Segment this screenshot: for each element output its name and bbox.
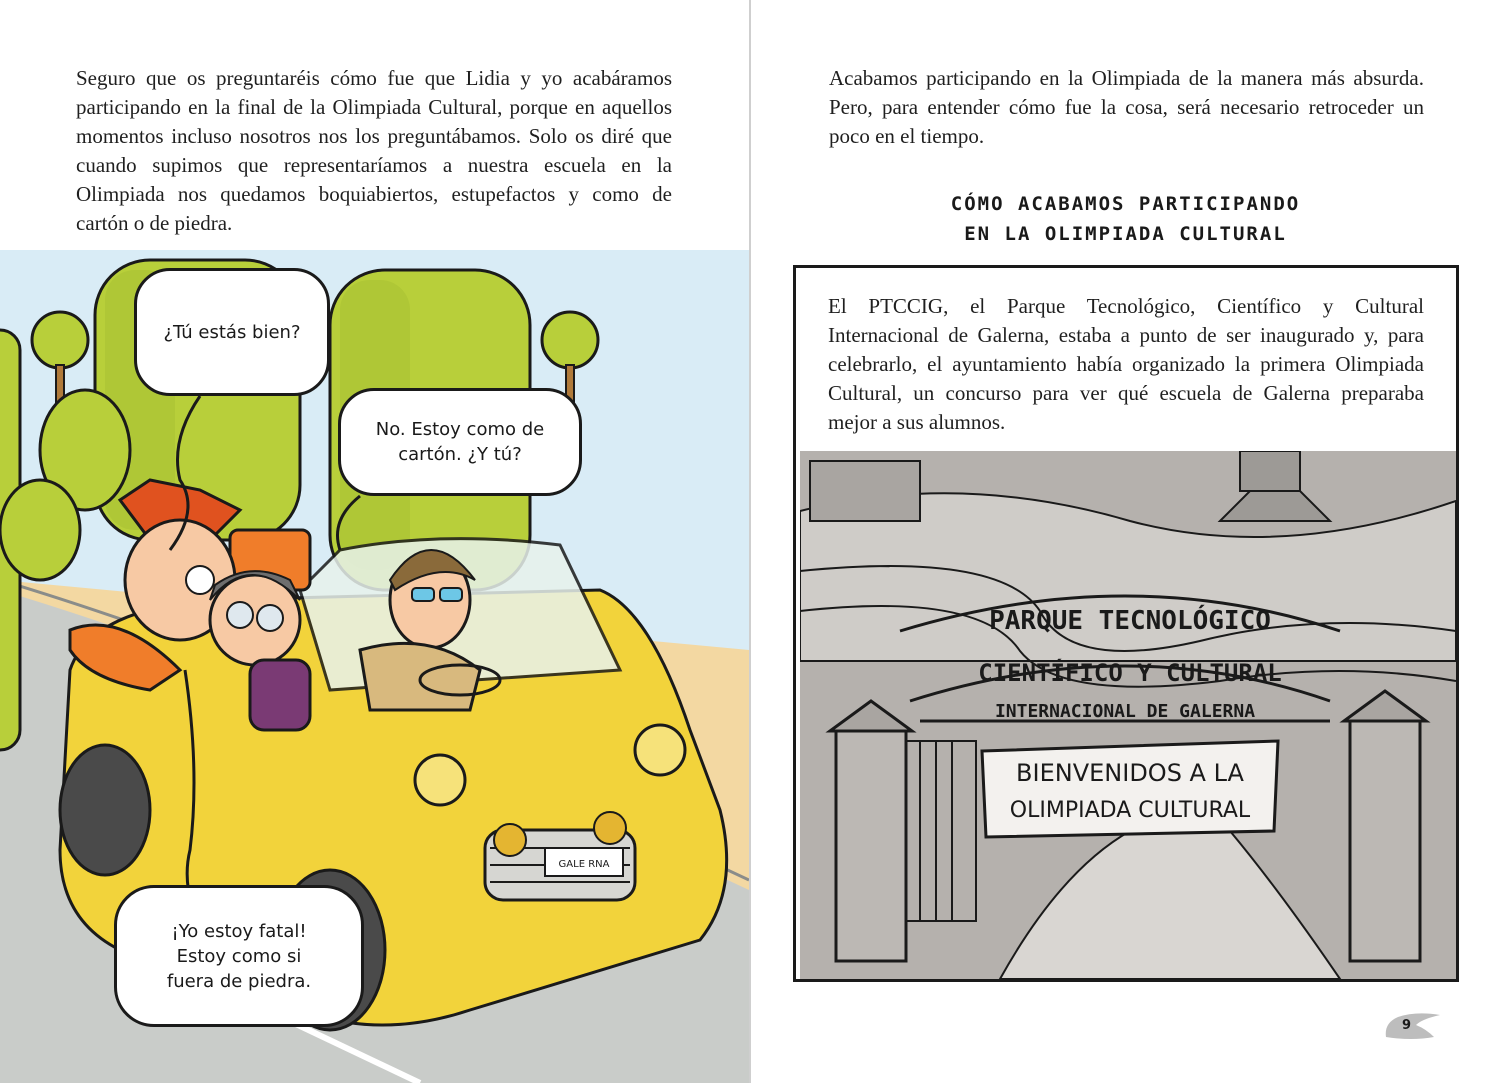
license-plate: GALE RNA [558, 859, 610, 870]
bubble-3-line-1: ¡Yo estoy fatal! [171, 920, 307, 942]
right-page [751, 0, 1500, 1083]
car-illustration [0, 250, 749, 1083]
arch-sign-line-1: PARQUE TECNOLÓGICO [989, 606, 1271, 636]
banner-line-1: BIENVENIDOS A LA [1016, 759, 1244, 787]
speech-bubble-3 [114, 885, 364, 1027]
left-paragraph: Seguro que os preguntaréis cómo fue que Lidia y yo acabáramos participando en la final de la Olimpiada Cultural, porque en aquellos momentos incluso nosotros nos los preguntábamos. Solo os diré que cuando supimos que representaríamos a nuestra escuela en la Olimpiada nos quedamos boquiabiertos, estupefactos y como de cartón o de piedra. [76, 66, 672, 235]
park-entrance-illustration [800, 451, 1456, 979]
page-number: 9 [1402, 1018, 1412, 1033]
right-paragraph: Acabamos participando en la Olimpiada de la manera más absurda. Pero, para entender cómo fue la cosa, será necesario retroceder un poco en el tiempo. [829, 66, 1424, 148]
bubble-2-line-2: cartón. ¿Y tú? [398, 444, 522, 465]
bubble-3-line-3: fuera de piedra. [166, 970, 312, 992]
bubble-3-line-2: Estoy como si [176, 945, 302, 967]
banner-line-2: OLIMPIADA CULTURAL [1009, 798, 1251, 823]
page-number-splash-icon [1382, 1007, 1442, 1047]
bubble-1-text: ¿Tú estás bien? [163, 321, 301, 343]
section-title-line-1: CÓMO ACABAMOS PARTICIPANDO [950, 193, 1301, 215]
comic-panel [793, 265, 1459, 982]
page-number-badge [1382, 1007, 1442, 1047]
section-title [791, 189, 1460, 249]
left-page [0, 0, 749, 1083]
bubble-2-line-1: No. Estoy como de [375, 419, 545, 440]
section-title-line-2: EN LA OLIMPIADA CULTURAL [964, 223, 1287, 245]
arch-sign-line-2: CIENTÍFICO Y CULTURAL [978, 659, 1282, 687]
panel-paragraph: El PTCCIG, el Parque Tecnológico, Científico y Cultural Internacional de Galerna, estaba a punto de ser inaugurado y, para celebrarlo, el ayuntamiento había organizado la primera Olimpiada Cultural, un concurso para ver qué escuela de Galerna preparaba mejor a sus alumnos. [828, 294, 1424, 434]
speech-bubble-2 [338, 388, 582, 496]
arch-sign-line-3: INTERNACIONAL DE GALERNA [994, 701, 1256, 722]
speech-bubble-1 [134, 268, 330, 396]
